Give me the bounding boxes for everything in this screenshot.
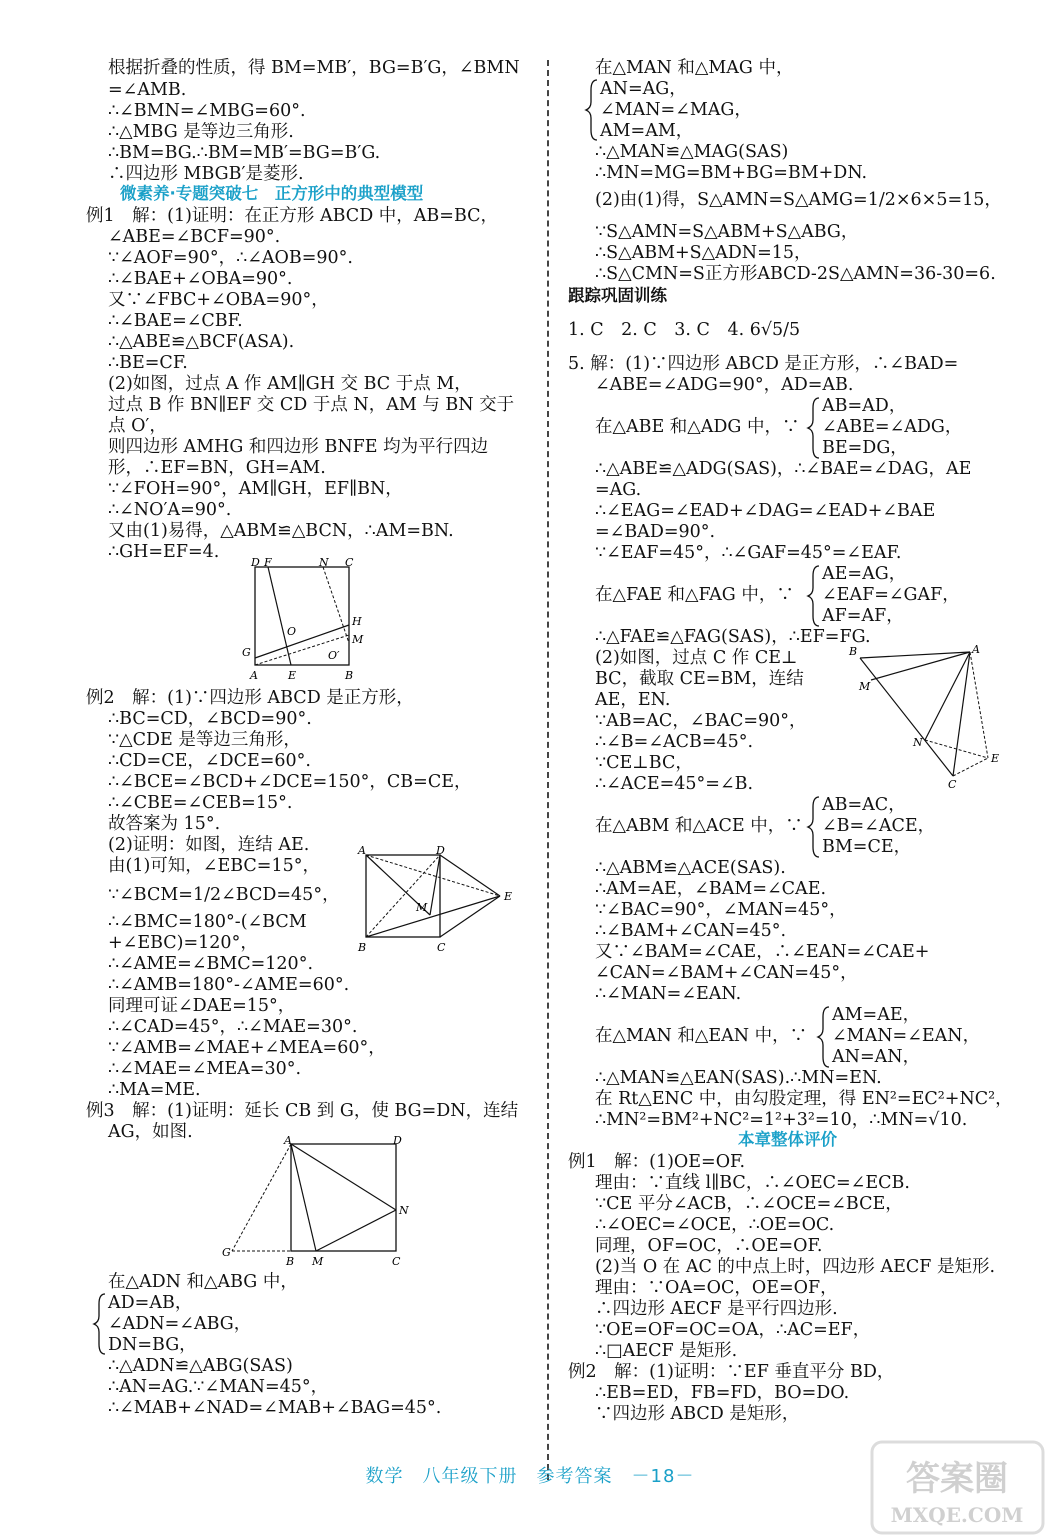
- fig-label: E: [504, 890, 513, 903]
- fig-label: B: [358, 941, 367, 954]
- text-line: 在△ABM 和△ACE 中，∵: [595, 816, 803, 836]
- text-line: 例2 解：(1)∵四边形 ABCD 是正方形，: [86, 688, 414, 708]
- text-line: ∴∠B=∠ACB=45°.: [595, 732, 754, 752]
- fig-label: A: [972, 643, 980, 656]
- text-line: ∵∠BAC=90°，∠MAN=45°，: [595, 900, 847, 920]
- text-line: BE=DG，: [822, 438, 908, 458]
- text-line: ∴BC=CD，∠BCD=90°.: [108, 709, 312, 729]
- text-line: ∴∠NO′A=90°.: [108, 500, 232, 520]
- text-line: 由(1)可知，∠EBC=15°，: [108, 856, 320, 876]
- text-line: 1. C 2. C 3. C 4. 6√5/5: [568, 320, 801, 340]
- text-line: ∴∠OEC=∠OCE，∴OE=OC.: [595, 1215, 835, 1235]
- fig-label: C: [345, 556, 354, 569]
- text-line: =AG.: [595, 480, 642, 500]
- text-line: ∴MN²=BM²+NC²=1²+3²=10，∴MN=√10.: [595, 1110, 968, 1130]
- fig-label: E: [288, 669, 297, 682]
- text-line: ∴∠CAD=45°，∴∠MAE=30°.: [108, 1017, 358, 1037]
- figure-square-model-1: [240, 555, 370, 685]
- text-line: ∴BM=BG.∴BM=MB′=BG=B′G.: [108, 143, 381, 163]
- fig-label: N: [319, 556, 329, 569]
- text-line: ∠CAN=∠BAM+∠CAN=45°，: [595, 963, 858, 983]
- text-line: AD=AB，: [108, 1293, 193, 1313]
- text-line: BC，截取 CE=BM，连结: [595, 669, 804, 689]
- text-line: 理由：∵直线 l∥BC，∴∠OEC=∠ECB.: [595, 1173, 910, 1193]
- text-line: 则四边形 AMHG 和四边形 BNFE 均为平行四边: [108, 437, 489, 457]
- page-footer: 数学 八年级下册 参考答案 －18－: [365, 1466, 695, 1487]
- text-line: ∴△ABE≌△BCF(ASA).: [108, 332, 295, 352]
- column-divider: [547, 60, 549, 1480]
- text-line: ∴∠BMN=∠MBG=60°.: [108, 101, 306, 121]
- text-line: AM=AE，: [832, 1005, 921, 1025]
- text-line: ∴∠AME=∠BMC=120°.: [108, 954, 314, 974]
- text-line: 例1 解：(1)证明：在正方形 ABCD 中，AB=BC，: [86, 206, 499, 226]
- text-line: (2)如图，过点 C 作 CE⊥: [595, 648, 798, 668]
- fig-label: N: [913, 736, 923, 749]
- fig-label: C: [392, 1255, 401, 1268]
- text-line: ∵CE 平分∠ACB，∴∠OCE=∠BCE，: [595, 1194, 903, 1214]
- text-line: 又∵∠BAM=∠CAE，∴∠EAN=∠CAE+: [595, 942, 930, 962]
- figure-square-triangle-2: [352, 843, 532, 963]
- fig-label: B: [849, 645, 858, 658]
- text-line: ∴∠MAE=∠MEA=30°.: [108, 1059, 302, 1079]
- text-line: BM=CE，: [822, 837, 912, 857]
- fig-label: B: [345, 669, 354, 682]
- fig-label: O′: [328, 649, 340, 662]
- text-line: 同理，OF=OC，∴OE=OF.: [595, 1236, 823, 1256]
- text-line: ∵∠AOF=90°，∴∠AOB=90°.: [108, 248, 353, 268]
- svg-text:答案圈: 答案圈: [906, 1459, 1008, 1499]
- text-line: ∵∠FOH=90°，AM∥GH，EF∥BN，: [108, 479, 403, 499]
- text-line: ∴∠BCE=∠BCD+∠DCE=150°，CB=CE，: [108, 772, 472, 792]
- text-line: ∴△MAN≌△MAG(SAS): [595, 142, 789, 162]
- text-line: 例2 解：(1)证明：∵EF 垂直平分 BD，: [568, 1362, 895, 1382]
- text-line: ∠MAN=∠MAG，: [600, 100, 752, 120]
- fig-label: O: [287, 625, 297, 638]
- text-line: ∵AB=AC，∠BAC=90°，: [595, 711, 807, 731]
- text-line: ∴四边形 MBGB′是菱形.: [108, 164, 304, 184]
- text-line: ∴AM=AE，∠BAM=∠CAE.: [595, 879, 827, 899]
- text-line: (2)当 O 在 AC 的中点上时，四边形 AECF 是矩形.: [595, 1257, 996, 1277]
- fig-label: M: [352, 633, 364, 646]
- text-line: AE，EN.: [595, 690, 671, 710]
- fig-label: A: [250, 669, 258, 682]
- text-line: ∵CE⊥BC，: [595, 753, 693, 773]
- text-line: ∴CD=CE，∠DCE=60°.: [108, 751, 311, 771]
- text-line: ∴△ABE≌△ADG(SAS)，∴∠BAE=∠DAG，AE: [595, 459, 972, 479]
- text-line: 在△FAE 和△FAG 中，∵: [595, 585, 794, 605]
- text-line: AB=AD，: [822, 396, 907, 416]
- text-line: AF=AF，: [822, 606, 904, 626]
- text-line: 在△ADN 和△ABG 中，: [108, 1272, 298, 1292]
- text-line: AE=AG，: [822, 564, 907, 584]
- text-line: AM=AM，: [600, 121, 694, 141]
- text-line: ∵OE=OF=OC=OA，∴AC=EF，: [595, 1320, 871, 1340]
- site-watermark-logo: [870, 1440, 1045, 1535]
- section-heading: 本章整体评价: [738, 1130, 837, 1149]
- text-line: 又∵∠FBC+∠OBA=90°，: [108, 290, 329, 310]
- text-line: +∠EBC)=120°，: [108, 933, 258, 953]
- text-line: ∴∠ACE=45°=∠B.: [595, 774, 754, 794]
- text-line: ∴∠BAE=∠CBF.: [108, 311, 243, 331]
- text-line: 理由：∵OA=OC，OE=OF，: [595, 1278, 838, 1298]
- text-line: AG，如图.: [108, 1122, 193, 1142]
- text-line: ∴△ABM≌△ACE(SAS).: [595, 858, 786, 878]
- text-line: ∴∠EAG=∠EAD+∠DAG=∠EAD+∠BAE: [595, 501, 936, 521]
- text-line: 又由(1)易得，△ABM≌△BCN，∴AM=BN.: [108, 521, 454, 541]
- fig-label: B: [286, 1255, 295, 1268]
- fig-label: N: [399, 1204, 409, 1217]
- text-line: =∠AMB.: [108, 80, 187, 100]
- text-line: 同理可证∠DAE=15°，: [108, 996, 296, 1016]
- fig-label: C: [948, 778, 957, 790]
- text-line: DN=BG，: [108, 1335, 197, 1355]
- fig-label: A: [284, 1134, 292, 1147]
- text-line: ∵∠EAF=45°，∴∠GAF=45°=∠EAF.: [595, 543, 902, 563]
- fig-label: M: [312, 1255, 324, 1268]
- text-line: 在△MAN 和△MAG 中，: [595, 58, 794, 78]
- fig-label: C: [437, 941, 446, 954]
- text-line: ∠ABE=∠BCF=90°.: [108, 227, 281, 247]
- text-line: ∴MA=ME.: [108, 1080, 201, 1100]
- text-line: 点 O′，: [108, 416, 167, 436]
- text-line: 在△MAN 和△EAN 中，∵: [595, 1026, 808, 1046]
- text-line: ∠MAN=∠EAN，: [832, 1026, 981, 1046]
- text-line: ∴△ADN≌△ABG(SAS): [108, 1356, 293, 1376]
- fig-label: M: [859, 680, 871, 693]
- text-line: ∵∠AMB=∠MAE+∠MEA=60°，: [108, 1038, 386, 1058]
- text-line: ∴∠MAN=∠EAN.: [595, 984, 742, 1004]
- fig-label: G: [242, 646, 251, 659]
- fig-label: E: [991, 752, 1000, 765]
- fig-label: G: [222, 1246, 231, 1259]
- text-line: ∴四边形 AECF 是平行四边形.: [595, 1299, 838, 1319]
- text-line: ∴∠BAE+∠OBA=90°.: [108, 269, 293, 289]
- section-heading: 微素养·专题突破七 正方形中的典型模型: [120, 184, 424, 203]
- text-line: =∠BAD=90°.: [595, 522, 716, 542]
- text-line: 故答案为 15°.: [108, 814, 221, 834]
- fig-label: F: [264, 556, 272, 569]
- fig-label: D: [436, 844, 445, 857]
- text-line: AB=AC，: [822, 795, 906, 815]
- text-line: 根据折叠的性质，得 BM=MB′，BG=B′G，∠BMN: [108, 58, 520, 78]
- fig-label: M: [416, 901, 428, 914]
- text-line: ∴GH=EF=4.: [108, 542, 220, 562]
- text-line: ∴EB=ED，FB=FD，BO=DO.: [595, 1383, 850, 1403]
- text-line: ∵四边形 ABCD 是矩形，: [595, 1404, 800, 1424]
- text-line: ∴△MAN≌△EAN(SAS).∴MN=EN.: [595, 1068, 882, 1088]
- text-line: ∴△MBG 是等边三角形.: [108, 122, 294, 142]
- text-line: ∵∠BCM=1/2∠BCD=45°，: [108, 885, 340, 905]
- text-line: ∴BE=CF.: [108, 353, 188, 373]
- text-line: ∴∠BAM+∠CAN=45°.: [595, 921, 787, 941]
- text-line: AN=AG，: [600, 79, 687, 99]
- text-line: ∴∠AMB=180°-∠AME=60°.: [108, 975, 350, 995]
- text-line: ∴∠MAB+∠NAD=∠MAB+∠BAG=45°.: [108, 1398, 442, 1418]
- text-line: ∴MN=MG=BM+BG=BM+DN.: [595, 163, 868, 183]
- text-line: 形，∴EF=BN，GH=AM.: [108, 458, 326, 478]
- text-line: 例3 解：(1)证明：延长 CB 到 G，使 BG=DN，连结: [86, 1101, 519, 1121]
- text-line: ∵S△AMN=S△ABM+S△ABG，: [595, 222, 859, 242]
- figure-square-model-3: [218, 1134, 418, 1274]
- text-line: ∴△FAE≌△FAG(SAS)，∴EF=FG.: [595, 627, 871, 647]
- text-line: ∠ABE=∠ADG，: [822, 417, 963, 437]
- fig-label: D: [393, 1134, 402, 1147]
- text-line: AN=AN，: [832, 1047, 921, 1067]
- fig-label: D: [251, 556, 260, 569]
- text-line: ∠EAF=∠GAF，: [822, 585, 960, 605]
- text-line: ∵△CDE 是等边三角形，: [108, 730, 301, 750]
- text-line: 过点 B 作 BN∥EF 交 CD 于点 N，AM 与 BN 交于: [108, 395, 515, 415]
- text-line: ∴S△CMN=S正方形ABCD-2S△AMN=36-30=6.: [595, 264, 996, 284]
- section-heading: 跟踪巩固训练: [568, 286, 667, 305]
- svg-text:MXQE.COM: MXQE.COM: [890, 1503, 1024, 1527]
- text-line: ∴∠BMC=180°-(∠BCM: [108, 912, 307, 932]
- text-line: ∴∠CBE=∠CEB=15°.: [108, 793, 293, 813]
- text-line: ∠ABE=∠ADG=90°，AD=AB.: [595, 375, 854, 395]
- fig-label: A: [358, 844, 366, 857]
- text-line: ∠B=∠ACE，: [822, 816, 936, 836]
- text-line: ∴□AECF 是矩形.: [595, 1341, 738, 1361]
- text-line: (2)由(1)得，S△AMN=S△AMG=1/2×6×5=15，: [595, 190, 1002, 210]
- text-line: ∴AN=AG.∵∠MAN=45°，: [108, 1377, 329, 1397]
- text-line: (2)如图，过点 A 作 AM∥GH 交 BC 于点 M，: [108, 374, 472, 394]
- figure-right-triangle-4: [845, 640, 1025, 790]
- text-line: 在 Rt△ENC 中，由勾股定理，得 EN²=EC²+NC²，: [595, 1089, 1013, 1109]
- text-line: 5. 解：(1)∵四边形 ABCD 是正方形，∴∠BAD=: [568, 354, 959, 374]
- text-line: 例1 解：(1)OE=OF.: [568, 1152, 746, 1172]
- text-line: (2)证明：如图，连结 AE.: [108, 835, 310, 855]
- text-line: ∴S△ABM+S△ADN=15，: [595, 243, 812, 263]
- text-line: 在△ABE 和△ADG 中，∵: [595, 417, 800, 437]
- fig-label: H: [352, 615, 362, 628]
- text-line: ∠ADN=∠ABG，: [108, 1314, 252, 1334]
